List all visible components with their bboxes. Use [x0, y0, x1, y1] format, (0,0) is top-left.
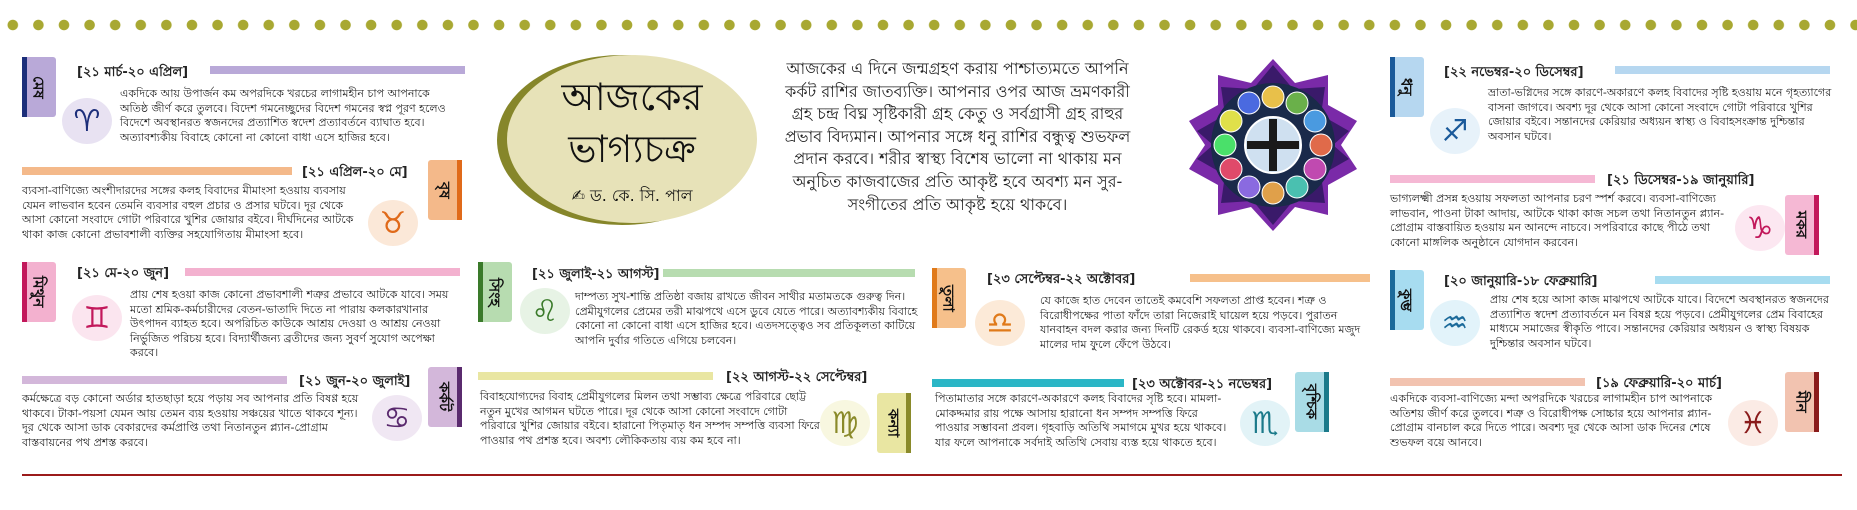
taurus-icon: ♉: [368, 200, 418, 246]
sign-name-tag: [1295, 372, 1329, 432]
sign-date-range: [২২ নভেম্বর-২০ ডিসেম্বর]: [1440, 63, 1588, 84]
sign-name: কন্যা: [884, 408, 903, 438]
sign-accent-bar: [478, 372, 713, 380]
sign-accent-bar: [22, 167, 292, 175]
aquarius-icon: ♒: [1430, 300, 1480, 346]
sign-name-tag: [877, 393, 911, 453]
sign-forecast-text: পিতামাতার সঙ্গে কারণে-অকারণে কলহ বিবাদের সৃষ্টি হবে। মামলা-মোকদ্দমার রায় পক্ষে আসায় হারানো ধন সম্পদ সম্পত্তি ফিরে পাওয়ার সম্ভাবনা প্রবল। গৃহবাড়ি অতিথি সমাগমে মুখর হয়ে থাকবে। যার ফলে আপনাকে সর্বদাই অতিথি সেবায় ব্যস্ত হয়ে থাকতে হবে।: [935, 392, 1227, 449]
sign-accent-bar: [1615, 66, 1830, 74]
sign-date-range: [২৩ সেপ্টেম্বর-২২ অক্টোবর]: [983, 270, 1139, 291]
sign-accent-bar: [932, 379, 1124, 387]
author-byline: ✍ ড. কে. সি. পাল: [571, 186, 693, 205]
sign-date-range: [২১ জুন-২০ জুলাই]: [295, 372, 414, 393]
sign-name-tag: [22, 57, 56, 117]
sign-name: বৃষ: [435, 181, 454, 199]
sign-forecast-text: বিবাহযোগ্যদের বিবাহ প্রেমীযুগলের মিলন তথা সম্ভাব্য ক্ষেত্রে পরিবারে ছোট্ট নতুন মুখের আগমন ঘটতে পারে। দূর থেকে আসা কোনো সংবাদে গোটা পরিবারে খুশির জোয়ার বইবে। হারানো পিতৃমাতৃ ধন সম্পদ সম্পত্তি ব্যবসা ফিরে পাওয়ার পথ প্রশস্ত হবে। অবশ্য লৌকিকতায় ব্যয় কম হবে না।: [480, 390, 820, 447]
sign-forecast-text: ভাগ্যলক্ষ্মী প্রসন্ন হওয়ায় সফলতা আপনার চরণ স্পর্শ করবে। ব্যবসা-বাণিজ্যে লাভবান, পাওনা টাকা আদায়, আটকে থাকা কাজ সচল তথা নিতানতুন প্ল্যান-প্রোগ্রাম বাস্তবায়িত হওয়ায় মন আনন্দে নাচবে। সপরিবারে কাছে পীঠে তথা কোনো মাঙ্গলিক অনুষ্ঠানে যোগদান করবেন।: [1390, 192, 1725, 249]
sign-accent-bar: [210, 66, 465, 74]
sign-forecast-text: কর্মক্ষেত্রে বড় কোনো অর্ডার হাতছাড়া হয়ে পড়ায় সব আপনার প্রতি বিষণ্ণ হয়ে থাকবে। টাকা-পয়সা যেমন আয় তেমন ব্যয় হওয়ায় সঞ্চয়ের খাতে থাকবে শূন্য। দূর থেকে আসা ডাক বেকারদের কর্মপ্রাপ্তি তথা নিতানতুন প্ল্যান-প্রোগ্রাম বাস্তবায়নের পথ প্রশস্ত করবে।: [22, 392, 359, 449]
sign-name: মীন: [1792, 391, 1811, 413]
sign-accent-bar: [1390, 175, 1595, 183]
sign-forecast-text: ব্যবসা-বাণিজ্যে অংশীদারদের সঙ্গের কলহ বিবাদের মীমাংসা হওয়ায় ব্যবসায় যেমন লাভবান হবেন তেমনি ব্যবসার বহুল প্রচার ও প্রসার ঘটবে। দূর থেকে আসা কোনো সংবাদে গোটা পরিবারে খুশির জোয়ার বইবে। দীর্ঘদিনের আটকে থাকা কাজ কোনো প্রভাবশালী ব্যক্তির সহযোগিতায় মীমাংসা হবে।: [22, 184, 354, 241]
sign-date-range: [২২ আগস্ট-২২ সেপ্টেম্বর]: [722, 368, 871, 389]
quill-icon: ✍: [571, 186, 585, 205]
libra-icon: ♎: [975, 300, 1025, 346]
page-title: আজকের ভাগ্যচক্র: [561, 75, 703, 171]
sign-accent-bar: [1655, 276, 1830, 284]
virgo-icon: ♍: [820, 400, 870, 446]
sign-date-range: [২১ মে-২০ জুন]: [73, 264, 173, 285]
sign-date-range: [১৯ ফেব্রুয়ারি-২০ মার্চ]: [1592, 374, 1726, 395]
capricorn-icon: ♑: [1735, 205, 1785, 251]
sign-name: বৃশ্চিক: [1302, 384, 1321, 420]
sign-forecast-text: যে কাজে হাত দেবেন তাতেই কমবেশি সফলতা প্রাপ্ত হবেন। শত্রু ও বিরোধীপক্ষের পাতা ফাঁদে তারা নিজেরাই ঘায়েল হয়ে পড়বে। পুরাতন যানবাহন বদল করার জন্য দিনটি রেকর্ড হয়ে থাকবে। ব্যবসা-বাণিজ্যে মজুদ মালের দাম ফুলে ফেঁপে উঠবে।: [1040, 294, 1361, 351]
sign-forecast-text: একদিকে আয় উপার্জন কম অপরদিকে খরচের লাগামহীন চাপ আপনাকে অতিষ্ঠ জীর্ণ করে তুলবে। বিদেশ গমনেচ্ছুদের বিদেশ গমনের স্বপ্ন পূরণ হলেও বিদেশে অবস্থানরত স্বজনদের প্রত্যাশিত স্বদেশ প্রত্যাবর্তনে ব্যাঘাত হবে। অত্যাবশ্যকীয় বিবাহে কোনো না কোনো বাধা এসে হাজির হবে।: [120, 87, 446, 144]
sign-forecast-text: ভ্রাতা-ভগ্নিদের সঙ্গে কারণে-অকারণে কলহ বিবাদের সৃষ্টি হওয়ায় মনে গৃহত্যাগের বাসনা জাগবে। অবশ্য দূর থেকে আসা কোনো সংবাদে গোটা পরিবারে খুশির জোয়ার বইবে। সন্তানদের কেরিয়ার অধ্যয়ন স্বাস্থ্য ও বিবাহসংক্রান্ত দুশ্চিন্তার অবসান ঘটবে।: [1488, 86, 1832, 143]
sign-date-range: [২৩ অক্টোবর-২১ নভেম্বর]: [1128, 375, 1276, 396]
sign-name-tag: [1785, 372, 1819, 432]
sign-accent-bar: [22, 376, 287, 384]
pisces-icon: ♓: [1728, 400, 1778, 446]
sign-accent-bar: [1390, 378, 1585, 386]
title-badge: [497, 55, 757, 225]
sign-forecast-text: একদিকে ব্যবসা-বাণিজ্যে মন্দা অপরদিকে খরচের লাগামহীন চাপ আপনাকে অতিশয় জীর্ণ করে তুলবে। শত্রু ও বিরোধীপক্ষ সোচ্চার হয়ে আপনার প্ল্যান-প্রোগ্রাম বানচাল করে দিতে পারে। অবশ্য দূর থেকে আসা ডাক দিনের শেষে শুভফল বয়ে আনবে।: [1390, 392, 1713, 449]
sign-name-tag: [478, 262, 512, 322]
sign-forecast-text: প্রায় শেষ হওয়া কাজ কোনো প্রভাবশালী শত্রুর প্রভাবে আটকে যাবে। সময় মতো শ্রমিক-কর্মচারীদের বেতন-ভাতাদি দিতে না পারায় কলকারখানার উৎপাদন ব্যাহত হবে। অপরিচিত কাউকে আশ্রয় দেওয়া ও আশ্রয় নেওয়া নির্ভুজিত পরিচয় হবে। বিদ্যার্থীজন্য ব্রতীদের জন্য সুবর্ণ সুযোগ অপেক্ষা করবে।: [130, 288, 449, 359]
sign-name: মেষ: [29, 75, 48, 99]
sign-name-tag: [932, 268, 966, 328]
sign-accent-bar: [185, 268, 460, 276]
sign-name-tag: [22, 262, 56, 322]
sign-name-tag: [1785, 195, 1819, 255]
sign-name-tag: [1390, 57, 1424, 117]
dotted-border: [0, 18, 1857, 32]
leo-icon: ♌: [520, 288, 570, 334]
sign-name-tag: [428, 367, 462, 427]
gemini-icon: ♊: [72, 295, 122, 341]
sign-date-range: [২১ ডিসেম্বর-১৯ জানুয়ারি]: [1603, 171, 1758, 192]
zodiac-wheel-icon: [1178, 57, 1368, 232]
sign-forecast-text: প্রায় শেষ হয়ে আসা কাজ মাঝপথে আটকে যাবে। বিদেশে অবস্থানরত স্বজনদের প্রত্যাশিত স্বদেশ প্রত্যাবর্তনে মন বিষণ্ণ হয়ে পড়বে। প্রেমীযুগলের প্রেম বিবাহের মাধ্যমে সমাজের স্বীকৃতি পাবে। সন্তানদের কেরিয়ার অধ্যয়ন ও স্বাস্থ্য বিষয়ক দুশ্চিন্তার অবসান ঘটবে।: [1490, 293, 1829, 350]
intro-paragraph: আজকের এ দিনে জন্মগ্রহণ করায় পাশ্চাত্যমতে আপনি কর্কট রাশির জাতব্যক্তি। আপনার ওপর আজ ভ্রমণকারী গ্রহ চন্দ্র বিঘ্ন সৃষ্টিকারী গ্রহ কেতু ও সর্বগ্রাসী গ্রহ রাহুর প্রভাব বিদ্যমান। আপনার সঙ্গে ধনু রাশির বন্ধুত্ব শুভফল প্রদান করবে। শরীর স্বাস্থ্য বিশেষ ভালো না থাকায় মন অনুচিত কাজবাজের প্রতি আকৃষ্ট হবে অবশ্য মন সুর-সংগীতের প্রতি আকৃষ্ট হয়ে থাকবে।: [784, 59, 1131, 214]
sign-name: কুম্ভ: [1397, 288, 1416, 312]
scorpio-icon: ♏: [1240, 400, 1290, 446]
sign-name-tag: [1390, 270, 1424, 330]
sign-name: ধনু: [1397, 78, 1416, 96]
sign-forecast-text: দাম্পত্য সুখ-শান্তি প্রতিষ্ঠা বজায় রাখতে জীবন সাথীর মতামতকে গুরুত্ব দিন। প্রেমীযুগলের প্রেমের তরী মাঝপথে এসে ডুবে যেতে পারে। অত্যাবশ্যকীয় বিবাহে কোনো না কোনো বাধা এসে হাজির হবে। এতদসত্ত্বেও সব প্রতিকূলতা কাটিয়ে আপনি দুর্বার গতিতে এগিয়ে চলবেন।: [575, 290, 918, 347]
sign-date-range: [২১ এপ্রিল-২০ মে]: [298, 163, 412, 184]
bottom-rule: [22, 474, 1842, 476]
sign-name: সিংহ: [485, 277, 504, 307]
aries-icon: ♈: [62, 98, 112, 144]
sign-accent-bar: [1190, 274, 1370, 282]
sagittarius-icon: ♐: [1430, 108, 1480, 154]
sign-date-range: [২১ মার্চ-২০ এপ্রিল]: [73, 63, 192, 84]
sign-name-tag: [428, 160, 462, 220]
sign-date-range: [২০ জানুয়ারি-১৮ ফেব্রুয়ারি]: [1440, 272, 1601, 293]
sign-name: কর্কট: [435, 382, 454, 412]
sign-accent-bar: [650, 269, 915, 277]
sign-name: তুলা: [939, 284, 958, 312]
sign-date-range: [২১ জুলাই-২১ আগস্ট]: [528, 265, 663, 286]
sign-name: মিথুন: [29, 276, 48, 308]
cancer-icon: ♋: [372, 395, 422, 441]
sign-name: মকর: [1792, 211, 1811, 239]
